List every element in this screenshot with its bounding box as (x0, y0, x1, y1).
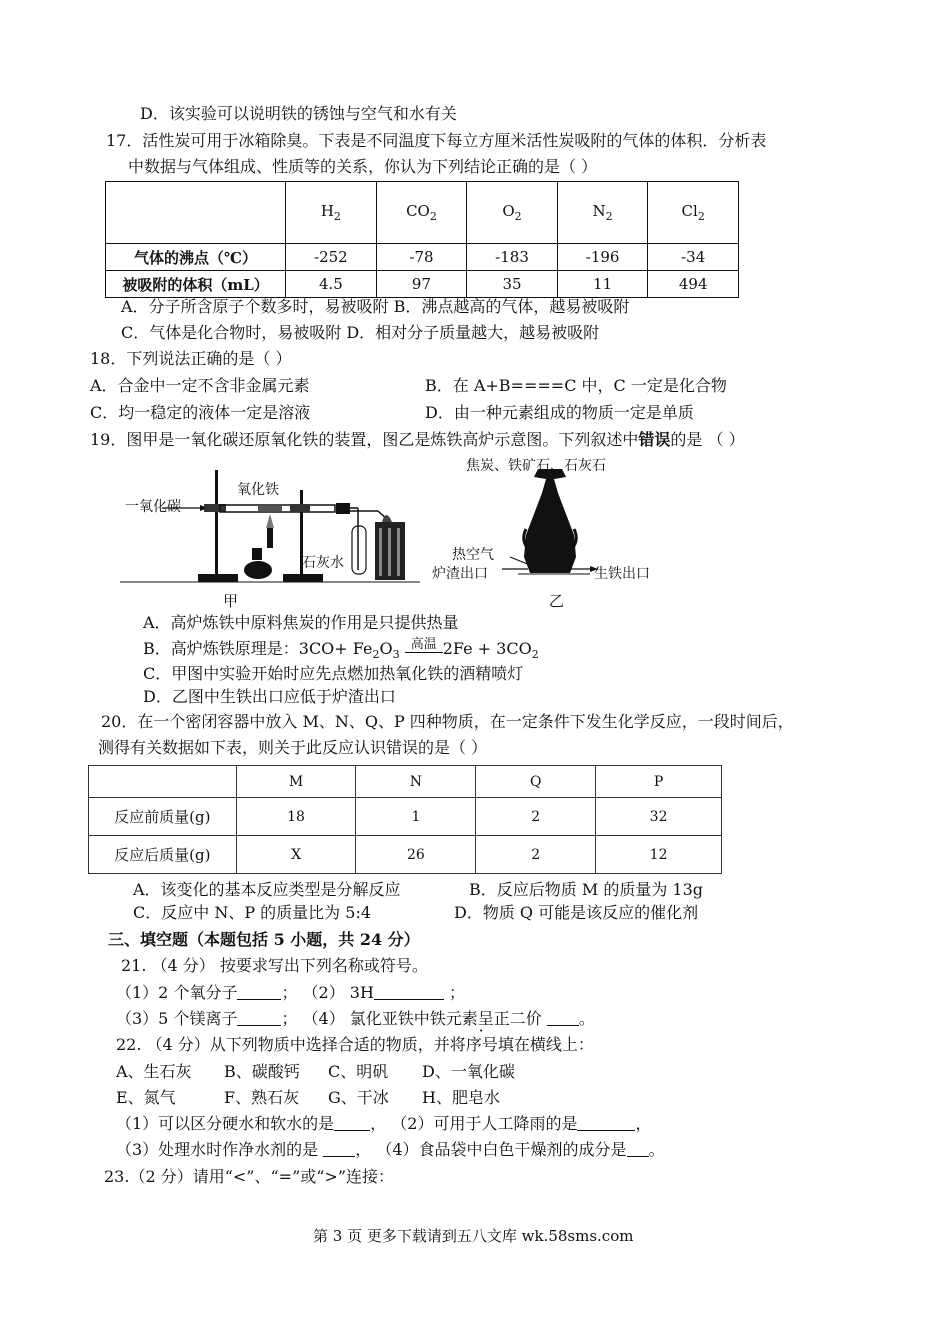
q19-stem: 19．图甲是一氧化碳还原氧化铁的装置，图乙是炼铁高炉示意图。下列叙述中错误的是 （ ） (90, 430, 745, 449)
answer-blank[interactable] (334, 1115, 370, 1131)
q17-options-ab: A．分子所含原子个数多时，易被吸附 B．沸点越高的气体，越易被吸附 (121, 297, 630, 316)
substance-header: M (236, 766, 356, 798)
row-label-adsorbed-volume: 被吸附的体积（mL） (106, 271, 286, 298)
table-cell: 494 (648, 271, 739, 298)
q19-option-c: C．甲图中实验开始时应先点燃加热氧化铁的酒精喷灯 (143, 664, 524, 683)
q18-stem: 18．下列说法正确的是（ ） (90, 349, 292, 368)
table-corner (106, 182, 286, 244)
q20-stem-line2: 测得有关数据如下表，则关于此反应认识错误的是（ ） (98, 738, 488, 757)
substance-header: N (356, 766, 476, 798)
q18-option-b: B．在 A+B====C 中，C 一定是化合物 (425, 376, 727, 395)
table-cell: X (236, 836, 356, 874)
table-cell: 11 (557, 271, 648, 298)
gas-header: $O_2$ (467, 182, 558, 244)
table-cell: 97 (376, 271, 467, 298)
table-row (106, 271, 739, 298)
table-cell: -196 (557, 244, 648, 271)
table-cell: 1 (356, 798, 476, 836)
q22-choices-row2: E、氮气 F、熟石灰 G、干冰 H、肥皂水 (116, 1088, 500, 1107)
table-cell: 18 (236, 798, 356, 836)
q20-option-b: B．反应后物质 M 的质量为 13g (469, 880, 704, 899)
table-cell: -34 (648, 244, 739, 271)
substance-header: Q (476, 766, 596, 798)
q22-choices-row1: A、生石灰 B、碳酸钙 C、明矾 D、一氧化碳 (116, 1062, 515, 1081)
figure-yi-caption: 乙 (549, 592, 565, 610)
q22-stem: 22. （4 分）从下列物质中选择合适的物质，并将序号填在横线上： (116, 1035, 594, 1054)
q17-adsorption-table (105, 181, 739, 298)
table-row (106, 244, 739, 271)
answer-blank[interactable] (627, 1141, 649, 1157)
table-cell: -252 (286, 244, 377, 271)
q20-option-d: D．物质 Q 可能是该反应的催化剂 (454, 903, 699, 922)
pig-iron-outlet-label: 生铁出口 (594, 566, 650, 582)
table-row (89, 798, 722, 836)
furnace-raw-materials-label: 焦炭、铁矿石、石灰石 (466, 458, 606, 474)
q19-option-d: D．乙图中生铁出口应低于炉渣出口 (143, 687, 396, 706)
co-label: 一氧化碳 (125, 499, 181, 515)
iron-oxide-label: 氧化铁 (237, 482, 279, 498)
q18-option-d: D．由一种元素组成的物质一定是单质 (425, 403, 694, 422)
q20-option-a: A．该变化的基本反应类型是分解反应 (133, 880, 401, 899)
row-label-after: 反应后质量(g) (89, 836, 237, 874)
figure-jia-caption: 甲 (223, 592, 239, 610)
answer-blank[interactable] (577, 1115, 635, 1131)
table-cell: 32 (596, 798, 722, 836)
q21-line1: （1）2 个氧分子 ； （2） 3H ； (116, 983, 466, 1002)
q18-option-a: A．合金中一定不含非金属元素 (90, 376, 310, 395)
gas-header: $CO_2$ (376, 182, 467, 244)
table-cell: 4.5 (286, 271, 377, 298)
table-cell: 2 (476, 798, 596, 836)
gas-header: $H_2$ (286, 182, 377, 244)
table-cell: 2 (476, 836, 596, 874)
q17-stem-line1: 17．活性炭可用于冰箱除臭。下表是不同温度下每立方厘米活性炭吸附的气体的体积．分析表 (106, 131, 767, 150)
table-cell: 26 (356, 836, 476, 874)
section-3-title: 三、填空题（本题包括 5 小题，共 24 分） (108, 930, 420, 949)
row-label-before: 反应前质量(g) (89, 798, 237, 836)
table-cell: 35 (467, 271, 558, 298)
gas-header: $Cl_2$ (648, 182, 739, 244)
q21-stem: 21. （4 分） 按要求写出下列名称或符号。 (121, 956, 428, 975)
q18-option-c: C．均一稳定的液体一定是溶液 (90, 403, 311, 422)
answer-blank[interactable] (547, 1010, 579, 1026)
table-row (89, 836, 722, 874)
q20-mass-table (88, 765, 722, 874)
q19-option-a: A．高炉炼铁中原料焦炭的作用是只提供热量 (143, 613, 459, 632)
slag-outlet-label: 炉渣出口 (432, 566, 488, 582)
row-label-boiling-point: 气体的沸点（℃） (106, 244, 286, 271)
q22-line2: （3）处理水时作净水剂的是 ， （4）食品袋中白色干燥剂的成分是 。 (116, 1140, 665, 1159)
q17-options-cd: C．气体是化合物时，易被吸附 D．相对分子质量越大，越易被吸附 (121, 323, 600, 342)
q20-stem-line1: 20．在一个密闭容器中放入 M、N、Q、P 四种物质，在一定条件下发生化学反应，一段时间后， (101, 712, 794, 731)
table-corner (89, 766, 237, 798)
q22-line1: （1）可以区分硬水和软水的是 ， （2）可用于人工降雨的是 ， (116, 1114, 652, 1133)
q16-option-d: D．该实验可以说明铁的锈蚀与空气和水有关 (140, 104, 457, 123)
q19-option-b: B．高炉炼铁原理是：$3CO+ Fe_2O_3$ 高温 $2Fe + 3CO_2$ (143, 637, 539, 662)
q21-line2: （3）5 个镁离子 ； （4） 氯化亚铁中铁元素呈正二价 。 (116, 1009, 595, 1028)
answer-blank[interactable] (237, 1010, 281, 1026)
substance-header: P (596, 766, 722, 798)
answer-blank[interactable] (323, 1141, 355, 1157)
hot-air-label: 热空气 (452, 547, 494, 563)
gas-header: $N_2$ (557, 182, 648, 244)
page-footer: 第 3 页 更多下载请到五八文库 wk.58sms.com (313, 1227, 634, 1245)
table-cell: 12 (596, 836, 722, 874)
answer-blank[interactable] (237, 984, 281, 1000)
limewater-label: 石灰水 (302, 555, 344, 571)
q23-stem: 23.（2 分）请用“<”、“=”或“>”连接： (104, 1167, 395, 1186)
q17-stem-line2: 中数据与气体组成、性质等的关系，你认为下列结论正确的是（ ） (128, 157, 598, 176)
answer-blank[interactable] (374, 984, 444, 1000)
table-cell: -183 (467, 244, 558, 271)
q20-option-c: C．反应中 N、P 的质量比为 5:4 (133, 903, 372, 922)
reaction-condition: 高温 (405, 639, 443, 659)
table-cell: -78 (376, 244, 467, 271)
